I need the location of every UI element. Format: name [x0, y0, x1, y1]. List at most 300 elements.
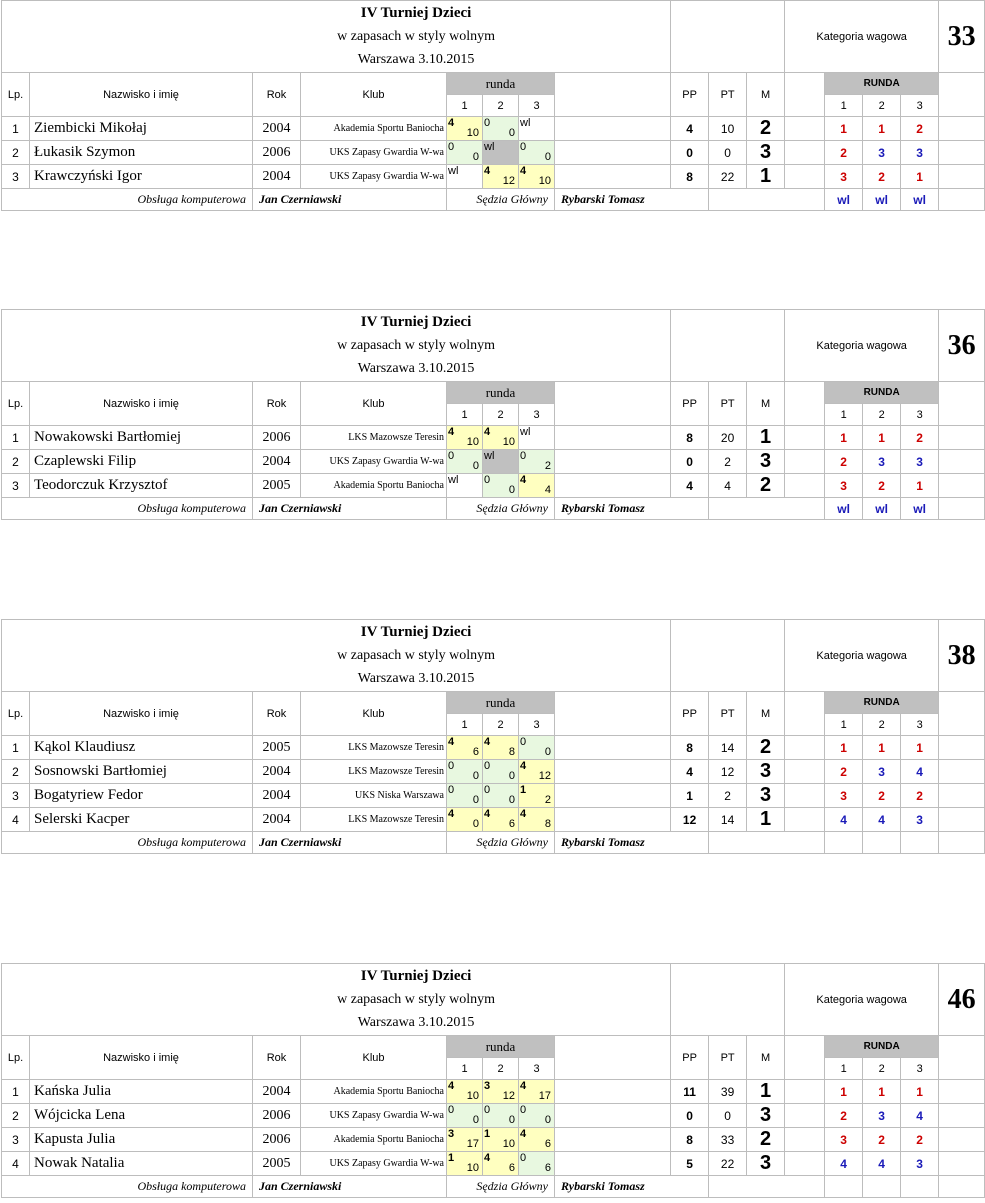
round-score: 0 [484, 1104, 491, 1116]
round-score: 4 [520, 1128, 527, 1140]
title-block [2, 1, 671, 73]
wrestler-name: Krawczyński Igor [30, 165, 253, 189]
col-runda-upper: RUNDA [825, 1036, 939, 1058]
pp-value: 0 [671, 1104, 709, 1128]
runda-value: 1 [901, 736, 939, 760]
round-result [519, 736, 555, 760]
place-value: 3 [747, 1104, 785, 1128]
club-name: UKS Zapasy Gwardia W-wa [301, 1104, 447, 1128]
runda-value: 1 [825, 117, 863, 141]
tournament-subtitle: w zapasach w styly wolnym [337, 648, 495, 663]
col-runda: runda [447, 1036, 555, 1058]
round-result [483, 1104, 519, 1128]
round-points: 10 [466, 1162, 479, 1174]
footer-judge-label: Sędzia Główny [447, 1176, 555, 1198]
pt-value: 39 [709, 1080, 747, 1104]
round-points: 6 [544, 1138, 551, 1150]
table-row [2, 426, 985, 450]
round-result [483, 760, 519, 784]
col-runda-upper: RUNDA [825, 692, 939, 714]
runda-value: 3 [901, 450, 939, 474]
col-pp: PP [671, 1036, 709, 1080]
footer-row [2, 498, 985, 520]
place-value: 3 [747, 760, 785, 784]
col-pp: PP [671, 692, 709, 736]
round-number: 3 [519, 1058, 555, 1080]
runda-value: 3 [901, 1152, 939, 1176]
runda-value: 1 [825, 1080, 863, 1104]
pt-value: 14 [709, 808, 747, 832]
round-score: 4 [448, 808, 455, 820]
title-block [2, 310, 671, 382]
runda-value: 1 [825, 426, 863, 450]
footer-judge-label: Sędzia Główny [447, 189, 555, 211]
round-score: 4 [484, 736, 491, 748]
round-score: 0 [484, 117, 491, 129]
round-number: 1 [447, 95, 483, 117]
row-lp: 1 [2, 1080, 30, 1104]
wrestler-name: Ziembicki Mikołaj [30, 117, 253, 141]
runda-value: 1 [863, 1080, 901, 1104]
round-points: 12 [502, 175, 515, 187]
round-score: wl [520, 426, 531, 438]
round-result [519, 1128, 555, 1152]
table-row [2, 1104, 985, 1128]
round-points: 0 [472, 1114, 479, 1126]
round-result [447, 474, 483, 498]
col-year: Rok [253, 382, 301, 426]
birth-year: 2006 [253, 426, 301, 450]
round-result [519, 141, 555, 165]
footer-row [2, 832, 985, 854]
club-name: Akademia Sportu Baniocha [301, 117, 447, 141]
col-pp: PP [671, 382, 709, 426]
table-row [2, 760, 985, 784]
tournament-title: IV Turniej Dzieci [360, 968, 472, 984]
col-runda: runda [447, 73, 555, 95]
wrestler-name: Kąkol Klaudiusz [30, 736, 253, 760]
birth-year: 2005 [253, 1152, 301, 1176]
tournament-place-date: Warszawa 3.10.2015 [357, 1015, 475, 1030]
result-sheet [0, 0, 976, 211]
col-name: Nazwisko i imię [30, 692, 253, 736]
runda-value: 3 [825, 1128, 863, 1152]
category-label: Kategoria wagowa [785, 620, 939, 692]
place-value: 1 [747, 1080, 785, 1104]
round-number: 1 [447, 714, 483, 736]
round-points: 10 [466, 127, 479, 139]
round-points: 0 [544, 1114, 551, 1126]
round-points: 12 [538, 770, 551, 782]
col-runda-upper: RUNDA [825, 73, 939, 95]
col-runda: runda [447, 692, 555, 714]
round-result [447, 450, 483, 474]
round-number-upper: 1 [825, 95, 863, 117]
place-value: 2 [747, 736, 785, 760]
footer-operator-label: Obsługa komputerowa [2, 1176, 253, 1198]
round-number: 3 [519, 95, 555, 117]
runda-value: 1 [863, 736, 901, 760]
footer-operator-name: Jan Czerniawski [253, 1176, 447, 1198]
round-points: 0 [508, 127, 515, 139]
pp-value: 8 [671, 165, 709, 189]
round-points: 0 [472, 794, 479, 806]
runda-value: 3 [863, 450, 901, 474]
pp-value: 4 [671, 117, 709, 141]
round-points: 2 [544, 794, 551, 806]
runda-value: 4 [863, 808, 901, 832]
round-points: 6 [508, 818, 515, 830]
col-pt: PT [709, 73, 747, 117]
place-value: 1 [747, 808, 785, 832]
runda-value: 3 [825, 474, 863, 498]
category-weight: 38 [939, 620, 985, 692]
table-row [2, 1128, 985, 1152]
round-number: 2 [483, 95, 519, 117]
round-result [483, 784, 519, 808]
place-value: 2 [747, 474, 785, 498]
col-year: Rok [253, 1036, 301, 1080]
category-label: Kategoria wagowa [785, 1, 939, 73]
col-name: Nazwisko i imię [30, 73, 253, 117]
result-sheet [0, 963, 976, 1198]
round-result [447, 1152, 483, 1176]
round-score: 4 [448, 426, 455, 438]
round-score: 4 [484, 1152, 491, 1164]
pp-value: 8 [671, 426, 709, 450]
footer-row [2, 1176, 985, 1198]
col-lp: Lp. [2, 73, 30, 117]
round-points: 10 [466, 1090, 479, 1102]
place-value: 3 [747, 141, 785, 165]
round-number-upper: 2 [863, 95, 901, 117]
club-name: UKS Zapasy Gwardia W-wa [301, 1152, 447, 1176]
row-lp: 4 [2, 808, 30, 832]
row-lp: 2 [2, 450, 30, 474]
round-number-upper: 1 [825, 714, 863, 736]
club-name: Akademia Sportu Baniocha [301, 1128, 447, 1152]
round-result [447, 117, 483, 141]
club-name: LKS Mazowsze Teresin [301, 736, 447, 760]
round-result [519, 1080, 555, 1104]
wrestler-name: Czaplewski Filip [30, 450, 253, 474]
col-lp: Lp. [2, 382, 30, 426]
round-score: 0 [520, 1104, 527, 1116]
footer-judge-label: Sędzia Główny [447, 498, 555, 520]
footer-judge-label: Sędzia Główny [447, 832, 555, 854]
results-table [1, 309, 985, 520]
runda-value: 2 [901, 117, 939, 141]
col-lp: Lp. [2, 1036, 30, 1080]
runda-value: 2 [825, 1104, 863, 1128]
round-score: 0 [448, 1104, 455, 1116]
row-lp: 3 [2, 165, 30, 189]
birth-year: 2004 [253, 760, 301, 784]
col-pp: PP [671, 73, 709, 117]
runda-value: 1 [901, 165, 939, 189]
runda-value: 3 [863, 141, 901, 165]
round-result [447, 760, 483, 784]
round-result [483, 1128, 519, 1152]
runda-value: 1 [901, 474, 939, 498]
tournament-place-date: Warszawa 3.10.2015 [357, 361, 475, 376]
round-result [483, 165, 519, 189]
footer-operator-name: Jan Czerniawski [253, 498, 447, 520]
club-name: UKS Zapasy Gwardia W-wa [301, 450, 447, 474]
col-club: Klub [301, 382, 447, 426]
runda-value: 2 [901, 426, 939, 450]
round-score: 1 [484, 1128, 491, 1140]
round-points: 0 [508, 484, 515, 496]
table-row [2, 117, 985, 141]
footer-judge-name: Rybarski Tomasz [555, 832, 709, 854]
club-name: LKS Mazowsze Teresin [301, 808, 447, 832]
round-score: 0 [484, 784, 491, 796]
birth-year: 2004 [253, 450, 301, 474]
pt-value: 22 [709, 165, 747, 189]
runda-value: 1 [825, 736, 863, 760]
round-result [519, 117, 555, 141]
round-score: wl [520, 117, 531, 129]
col-m: M [747, 692, 785, 736]
title-block [2, 620, 671, 692]
table-row [2, 1080, 985, 1104]
round-result [447, 1128, 483, 1152]
table-row [2, 1152, 985, 1176]
round-result [519, 426, 555, 450]
runda-value: 4 [901, 1104, 939, 1128]
round-number-upper: 2 [863, 1058, 901, 1080]
birth-year: 2004 [253, 1080, 301, 1104]
club-name: Akademia Sportu Baniocha [301, 474, 447, 498]
round-number: 1 [447, 1058, 483, 1080]
place-value: 3 [747, 1152, 785, 1176]
round-result [447, 1080, 483, 1104]
result-sheet [0, 619, 976, 854]
round-number-upper: 1 [825, 404, 863, 426]
runda-value: 3 [863, 760, 901, 784]
round-points: 6 [544, 1162, 551, 1174]
round-score: 4 [520, 474, 527, 486]
club-name: UKS Zapasy Gwardia W-wa [301, 141, 447, 165]
category-label: Kategoria wagowa [785, 964, 939, 1036]
place-value: 2 [747, 1128, 785, 1152]
birth-year: 2006 [253, 141, 301, 165]
col-club: Klub [301, 73, 447, 117]
round-points: 2 [544, 460, 551, 472]
runda-value: 2 [825, 450, 863, 474]
col-runda-upper: RUNDA [825, 382, 939, 404]
row-lp: 4 [2, 1152, 30, 1176]
wrestler-name: Nowak Natalia [30, 1152, 253, 1176]
round-number-upper: 1 [825, 1058, 863, 1080]
round-score: 0 [448, 141, 455, 153]
footer-wl [825, 832, 863, 854]
place-value: 1 [747, 426, 785, 450]
col-pt: PT [709, 382, 747, 426]
round-score: 4 [448, 1080, 455, 1092]
round-number-upper: 2 [863, 714, 901, 736]
pp-value: 8 [671, 736, 709, 760]
col-pt: PT [709, 692, 747, 736]
round-score: 4 [520, 808, 527, 820]
col-m: M [747, 73, 785, 117]
footer-wl: wl [825, 498, 863, 520]
footer-wl: wl [901, 189, 939, 211]
footer-judge-name: Rybarski Tomasz [555, 189, 709, 211]
round-result [483, 426, 519, 450]
row-lp: 3 [2, 474, 30, 498]
round-score: 4 [448, 736, 455, 748]
table-row [2, 784, 985, 808]
birth-year: 2004 [253, 784, 301, 808]
col-m: M [747, 1036, 785, 1080]
wrestler-name: Bogatyriew Fedor [30, 784, 253, 808]
col-pt: PT [709, 1036, 747, 1080]
runda-value: 1 [863, 426, 901, 450]
wrestler-name: Łukasik Szymon [30, 141, 253, 165]
round-result [483, 1080, 519, 1104]
results-table [1, 963, 985, 1198]
round-score: 3 [448, 1128, 455, 1140]
round-points: 6 [508, 1162, 515, 1174]
round-score: 1 [520, 784, 527, 796]
runda-value: 2 [863, 1128, 901, 1152]
pt-value: 14 [709, 736, 747, 760]
tournament-subtitle: w zapasach w styly wolnym [337, 338, 495, 353]
runda-value: 2 [901, 784, 939, 808]
runda-value: 2 [863, 784, 901, 808]
round-score: 0 [520, 450, 527, 462]
row-lp: 1 [2, 117, 30, 141]
pt-value: 20 [709, 426, 747, 450]
round-number: 1 [447, 404, 483, 426]
round-score: 0 [520, 1152, 527, 1164]
row-lp: 2 [2, 1104, 30, 1128]
place-value: 1 [747, 165, 785, 189]
round-points: 10 [502, 436, 515, 448]
round-result [519, 450, 555, 474]
col-runda: runda [447, 382, 555, 404]
round-points: 0 [508, 1114, 515, 1126]
runda-value: 2 [825, 141, 863, 165]
footer-operator-name: Jan Czerniawski [253, 832, 447, 854]
round-score: wl [448, 165, 459, 177]
place-value: 2 [747, 117, 785, 141]
footer-wl [863, 1176, 901, 1198]
round-number-upper: 3 [901, 714, 939, 736]
tournament-title: IV Turniej Dzieci [360, 5, 472, 21]
footer-row [2, 189, 985, 211]
round-score: 0 [520, 141, 527, 153]
round-points: 17 [538, 1090, 551, 1102]
round-score: 4 [484, 165, 491, 177]
place-value: 3 [747, 450, 785, 474]
runda-value: 2 [825, 760, 863, 784]
round-points: 0 [508, 770, 515, 782]
round-score: wl [484, 450, 495, 462]
round-score: 4 [520, 1080, 527, 1092]
round-points: 0 [472, 770, 479, 782]
pp-value: 8 [671, 1128, 709, 1152]
round-points: 10 [466, 436, 479, 448]
round-points: 4 [544, 484, 551, 496]
runda-value: 3 [863, 1104, 901, 1128]
round-number: 3 [519, 404, 555, 426]
runda-value: 2 [863, 165, 901, 189]
results-table [1, 0, 985, 211]
results-table [1, 619, 985, 854]
category-weight: 46 [939, 964, 985, 1036]
row-lp: 3 [2, 784, 30, 808]
round-number: 2 [483, 1058, 519, 1080]
footer-wl: wl [901, 498, 939, 520]
round-result [483, 117, 519, 141]
row-lp: 2 [2, 760, 30, 784]
round-result [519, 808, 555, 832]
round-score: 4 [484, 808, 491, 820]
round-score: 0 [448, 450, 455, 462]
round-score: wl [448, 474, 459, 486]
round-points: 0 [472, 460, 479, 472]
runda-value: 4 [825, 1152, 863, 1176]
birth-year: 2006 [253, 1128, 301, 1152]
tournament-place-date: Warszawa 3.10.2015 [357, 52, 475, 67]
pp-value: 1 [671, 784, 709, 808]
round-number-upper: 3 [901, 95, 939, 117]
wrestler-name: Sosnowski Bartłomiej [30, 760, 253, 784]
round-result [447, 141, 483, 165]
tournament-title: IV Turniej Dzieci [360, 624, 472, 640]
footer-operator-label: Obsługa komputerowa [2, 832, 253, 854]
footer-operator-label: Obsługa komputerowa [2, 498, 253, 520]
round-score: 0 [448, 760, 455, 772]
row-lp: 2 [2, 141, 30, 165]
wrestler-name: Kapusta Julia [30, 1128, 253, 1152]
round-score: 0 [484, 474, 491, 486]
round-score: 4 [520, 165, 527, 177]
footer-wl [863, 832, 901, 854]
round-points: 0 [508, 794, 515, 806]
round-number-upper: 2 [863, 404, 901, 426]
table-row [2, 141, 985, 165]
round-points: 0 [472, 818, 479, 830]
footer-wl: wl [863, 498, 901, 520]
pt-value: 10 [709, 117, 747, 141]
runda-value: 3 [825, 165, 863, 189]
footer-operator-label: Obsługa komputerowa [2, 189, 253, 211]
round-result [519, 165, 555, 189]
runda-value: 2 [901, 1128, 939, 1152]
footer-wl [825, 1176, 863, 1198]
pt-value: 4 [709, 474, 747, 498]
pt-value: 0 [709, 1104, 747, 1128]
round-score: 4 [520, 760, 527, 772]
round-points: 12 [502, 1090, 515, 1102]
birth-year: 2005 [253, 736, 301, 760]
wrestler-name: Kańska Julia [30, 1080, 253, 1104]
table-row [2, 808, 985, 832]
tournament-subtitle: w zapasach w styly wolnym [337, 992, 495, 1007]
round-result [447, 426, 483, 450]
round-result [483, 808, 519, 832]
table-row [2, 736, 985, 760]
round-result [483, 1152, 519, 1176]
category-label: Kategoria wagowa [785, 310, 939, 382]
title-block [2, 964, 671, 1036]
club-name: LKS Mazowsze Teresin [301, 426, 447, 450]
place-value: 3 [747, 784, 785, 808]
